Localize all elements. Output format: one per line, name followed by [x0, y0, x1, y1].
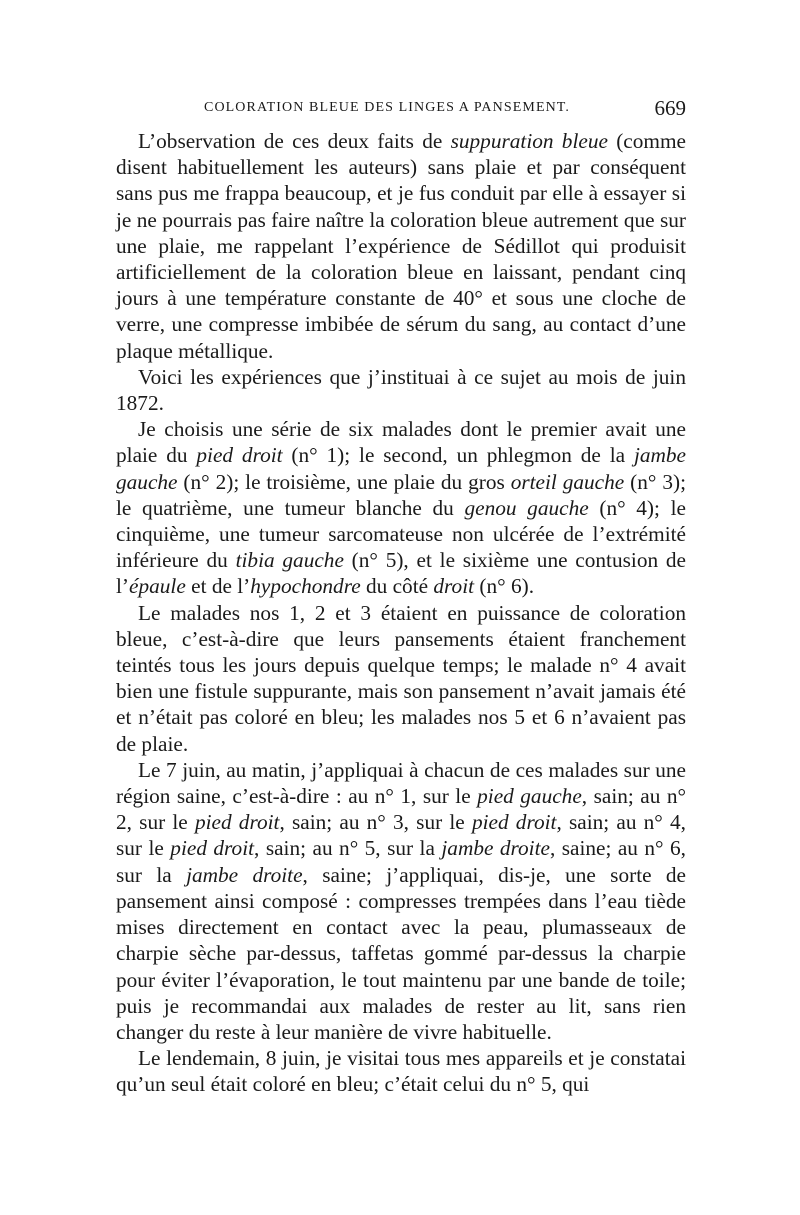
italic-text: droit — [433, 574, 475, 599]
text-run: Le lendemain, 8 juin, je visitai tous mes appareils et je constatai qu’un seul était coloré en bleu; c’était celui du n° 5, qui — [116, 1046, 686, 1097]
text-run: (n° 6). — [474, 574, 535, 599]
italic-text: pied gauche — [477, 784, 582, 809]
paragraph — [116, 364, 686, 416]
paragraph — [116, 416, 686, 599]
text-run: , saine; au n° 6, sur la — [116, 836, 686, 887]
text-run: (n° 3); le quatrième, une tumeur blanche du — [116, 469, 686, 520]
text-run: et de l’ — [185, 574, 251, 599]
italic-text: orteil gauche — [510, 469, 625, 494]
text-run: , sain; au n° 3, sur le — [279, 810, 472, 835]
text-run: Le 7 juin, au matin, j’appliquai à chacun de ces malades sur une région saine, c’est-à-dire : au n° 1, sur le — [116, 757, 686, 809]
text-run: (comme disent habituellement les auteurs) sans plaie et par conséquent sans pus me frappa beaucoup, et je fus conduit par elle à essayer si je ne pourrais pas faire naître la coloration bleue autrement que sur une plaie, me rappelant l’expérience de Sédillot qui produisit artificiellement de la coloration bleue en laissant, pendant cinq jours à une température constante de 40° et sous une cloche de verre, une compresse imbibée de sérum du sang, au contact d’une plaque métallique. — [116, 129, 686, 363]
paragraph — [116, 128, 686, 364]
body-text — [116, 128, 686, 1098]
text-run: L’observation de ces deux faits de — [138, 129, 451, 153]
text-run: , saine; j’appliquai, dis-je, une sorte de pansement ainsi composé : compresses trempées dans l’eau tiède mises directement en contact avec la peau, plumasseaux de charpie sèche par-dessus, taffetas gommé par-dessus la charpie pour éviter l’évaporation, le tout maintenu par une bande de toile; puis je recommandai aux malades de rester au lit, sans rien changer du reste à leur manière de vivre habituelle. — [116, 862, 687, 1044]
italic-text: pied droit — [471, 810, 557, 835]
text-run: , sain; au n° 2, sur le — [116, 784, 686, 835]
text-run: du côté — [360, 574, 434, 599]
paragraph — [116, 1045, 686, 1097]
italic-text: hypochondre — [250, 574, 361, 599]
text-run: Le malades nos 1, 2 et 3 étaient en puissance de coloration bleue, c’est-à-dire que leurs pansements étaient franchement teintés tous les jours depuis quelque temps; le malade n° 4 avait bien une fistule suppurante, mais son pansement n’avait jamais été et n’était pas coloré en bleu; les malades nos 5 et 6 n’avaient pas de plaie. — [116, 600, 686, 756]
italic-text: pied droit — [170, 836, 255, 861]
italic-text: jambe droite — [441, 836, 550, 861]
text-run: Voici les expériences que j’instituai à ce sujet au mois de juin 1872. — [116, 364, 686, 416]
paragraph — [116, 757, 686, 1045]
italic-text: jambe gauche — [116, 443, 686, 494]
italic-text: épaule — [129, 574, 186, 599]
page-header — [196, 96, 686, 124]
text-run: Je choisis une série de six malades dont le premier avait une plaie du — [116, 417, 686, 468]
text-run: (n° 5), et le sixième une contusion de l’ — [116, 548, 686, 599]
text-run: , sain; au n° 4, sur le — [116, 810, 686, 861]
paragraph — [116, 600, 686, 757]
italic-text: jambe droite — [186, 862, 303, 887]
running-title: COLORATION BLEUE DES LINGES A PANSEMENT. — [204, 100, 571, 115]
italic-text: pied droit — [196, 443, 283, 468]
page-number: 669 — [654, 96, 686, 120]
italic-text: genou gauche — [464, 495, 589, 520]
italic-text: tibia gauche — [235, 548, 344, 573]
italic-text: pied droit — [194, 810, 280, 835]
text-run: (n° 1); le second, un phlegmon de la — [282, 443, 634, 468]
italic-text: suppuration bleue — [450, 129, 608, 153]
text-run: (n° 2); le troisième, une plaie du gros — [177, 469, 511, 494]
text-run: , sain; au n° 5, sur la — [254, 836, 442, 861]
text-run: (n° 4); le cinquième, une tumeur sarcomateuse non ulcérée de l’extrémité inférieure du — [116, 495, 686, 573]
